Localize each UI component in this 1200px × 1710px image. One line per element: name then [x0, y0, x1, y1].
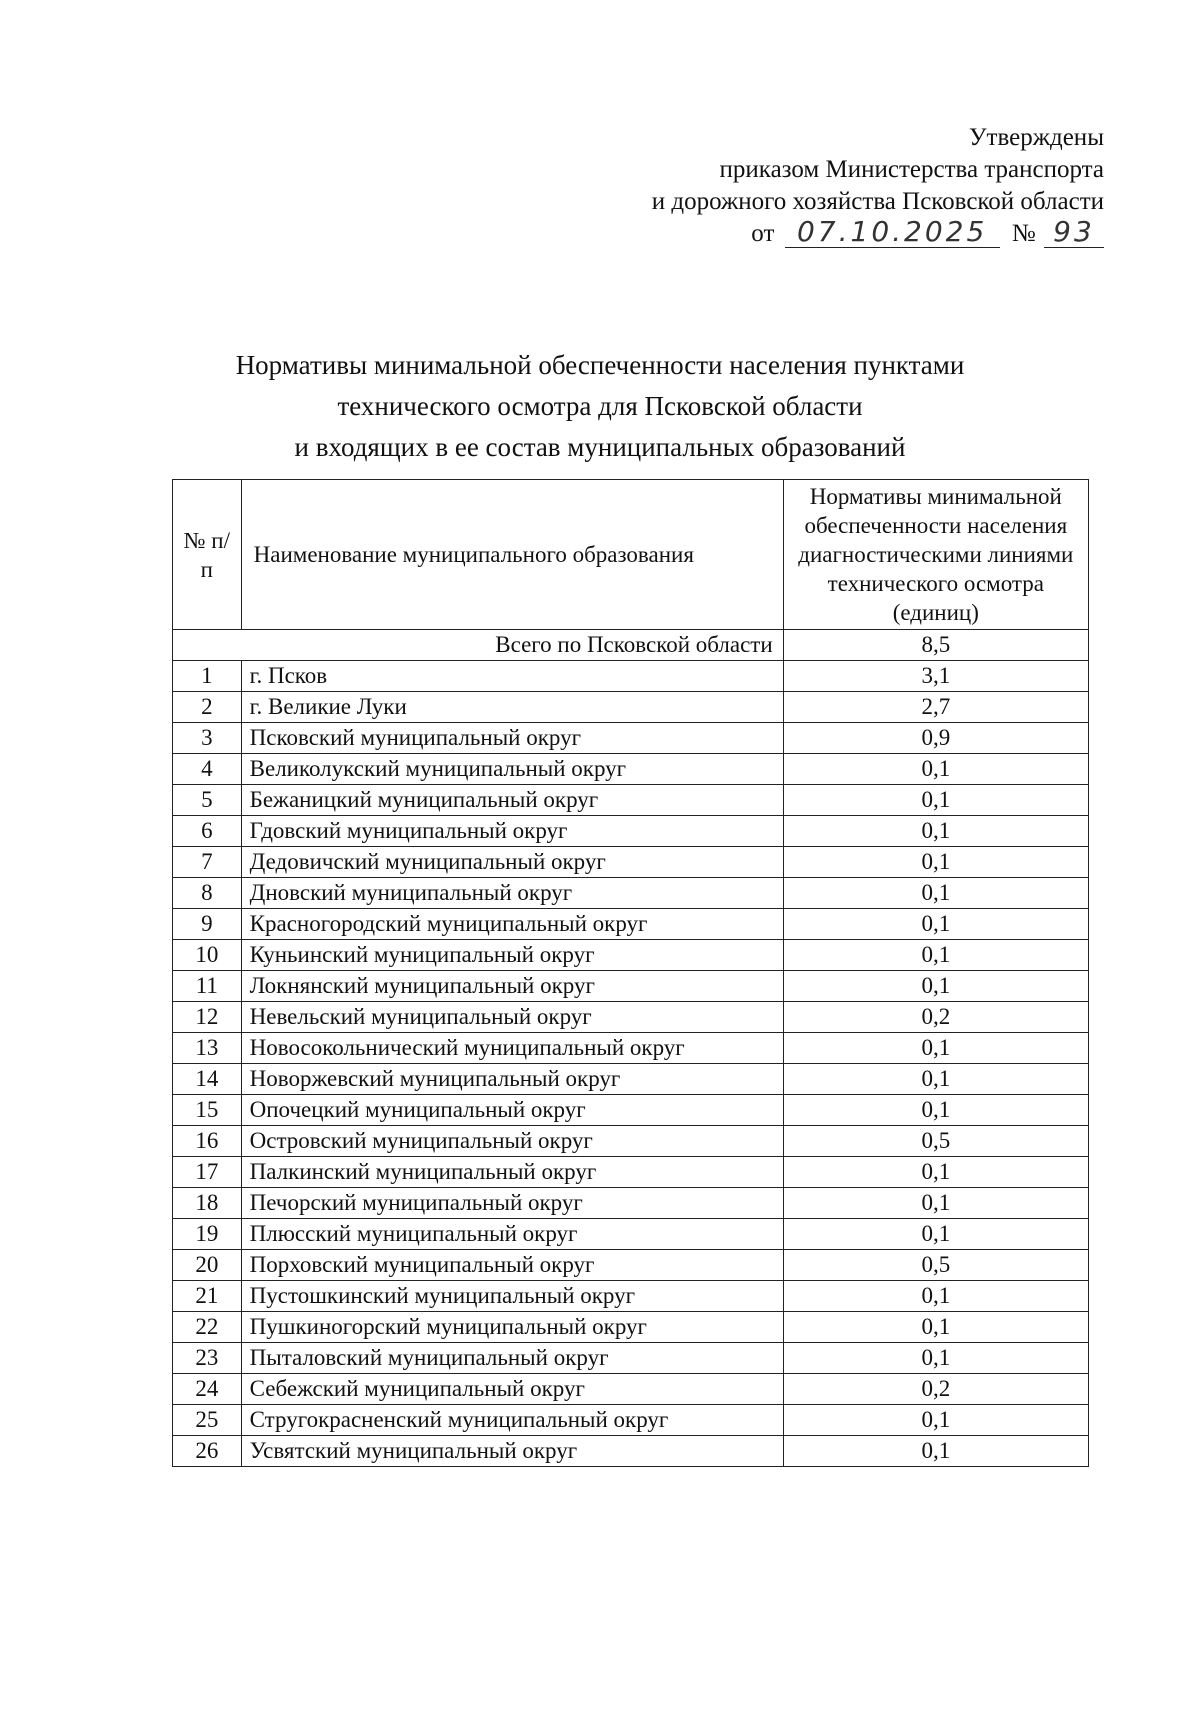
total-row	[173, 630, 1089, 661]
row-number: 21	[173, 1281, 242, 1312]
row-municipality-name: г. Великие Луки	[241, 692, 783, 723]
handwritten-number: 93	[1044, 218, 1104, 248]
table-row	[173, 909, 1089, 940]
row-municipality-name: Печорский муниципальный округ	[241, 1188, 783, 1219]
row-number: 25	[173, 1405, 242, 1436]
approval-block	[652, 122, 1104, 250]
table-row	[173, 661, 1089, 692]
table-row	[173, 1157, 1089, 1188]
row-norm-value: 3,1	[783, 661, 1088, 692]
row-norm-value: 0,1	[783, 1095, 1088, 1126]
row-norm-value: 0,9	[783, 723, 1088, 754]
table-row	[173, 816, 1089, 847]
row-municipality-name: Пыталовский муниципальный округ	[241, 1343, 783, 1374]
row-number: 19	[173, 1219, 242, 1250]
title-line-1: Нормативы минимальной обеспеченности населения пунктами	[235, 350, 965, 380]
table-row	[173, 1436, 1089, 1467]
table-row	[173, 1188, 1089, 1219]
title-line-3: и входящих в ее состав муниципальных образований	[294, 432, 906, 462]
row-municipality-name: Усвятский муниципальный округ	[241, 1436, 783, 1467]
row-norm-value: 0,1	[783, 1033, 1088, 1064]
row-norm-value: 0,1	[783, 909, 1088, 940]
row-number: 4	[173, 754, 242, 785]
row-municipality-name: Пушкиногорский муниципальный округ	[241, 1312, 783, 1343]
title-line-2: технического осмотра для Псковской области	[337, 391, 863, 421]
table-row	[173, 1033, 1089, 1064]
row-norm-value: 0,1	[783, 940, 1088, 971]
table-row	[173, 878, 1089, 909]
row-number: 15	[173, 1095, 242, 1126]
table-header-row	[173, 480, 1089, 630]
row-norm-value: 0,1	[783, 1436, 1088, 1467]
table-body	[173, 630, 1089, 1467]
table-row	[173, 1219, 1089, 1250]
table-row	[173, 1405, 1089, 1436]
document-title	[0, 345, 1200, 468]
table-row	[173, 1374, 1089, 1405]
row-number: 18	[173, 1188, 242, 1219]
row-norm-value: 0,5	[783, 1250, 1088, 1281]
number-prefix: №	[1011, 220, 1036, 247]
table-row	[173, 1002, 1089, 1033]
header-value: Нормативы минимальной обеспеченности населения диагностическими линиями технического осмотра (единиц)	[783, 480, 1088, 630]
row-number: 24	[173, 1374, 242, 1405]
row-number: 23	[173, 1343, 242, 1374]
row-municipality-name: Новосокольнический муниципальный округ	[241, 1033, 783, 1064]
row-number: 9	[173, 909, 242, 940]
row-municipality-name: г. Псков	[241, 661, 783, 692]
row-norm-value: 0,1	[783, 847, 1088, 878]
table-row	[173, 847, 1089, 878]
row-municipality-name: Куньинский муниципальный округ	[241, 940, 783, 971]
row-norm-value: 0,1	[783, 754, 1088, 785]
row-number: 1	[173, 661, 242, 692]
table-row	[173, 1064, 1089, 1095]
row-municipality-name: Порховский муниципальный округ	[241, 1250, 783, 1281]
table-row	[173, 971, 1089, 1002]
table-row	[173, 1281, 1089, 1312]
row-norm-value: 0,1	[783, 1281, 1088, 1312]
row-municipality-name: Бежаницкий муниципальный округ	[241, 785, 783, 816]
header-num: № п/п	[173, 480, 242, 630]
row-municipality-name: Плюсский муниципальный округ	[241, 1219, 783, 1250]
row-norm-value: 0,1	[783, 971, 1088, 1002]
header-name: Наименование муниципального образования	[241, 480, 783, 630]
row-number: 10	[173, 940, 242, 971]
table-row	[173, 754, 1089, 785]
row-number: 17	[173, 1157, 242, 1188]
row-municipality-name: Красногородский муниципальный округ	[241, 909, 783, 940]
row-municipality-name: Локнянский муниципальный округ	[241, 971, 783, 1002]
row-number: 3	[173, 723, 242, 754]
total-value: 8,5	[783, 630, 1088, 661]
row-number: 8	[173, 878, 242, 909]
row-municipality-name: Новоржевский муниципальный округ	[241, 1064, 783, 1095]
row-norm-value: 0,1	[783, 1188, 1088, 1219]
row-municipality-name: Дновский муниципальный округ	[241, 878, 783, 909]
row-municipality-name: Дедовичский муниципальный округ	[241, 847, 783, 878]
total-label: Всего по Псковской области	[173, 630, 784, 661]
row-norm-value: 2,7	[783, 692, 1088, 723]
row-norm-value: 0,1	[783, 1405, 1088, 1436]
table-row	[173, 1095, 1089, 1126]
table-row	[173, 785, 1089, 816]
table-row	[173, 940, 1089, 971]
approval-line-2: приказом Министерства транспорта	[719, 156, 1104, 183]
row-norm-value: 0,1	[783, 878, 1088, 909]
row-number: 6	[173, 816, 242, 847]
row-norm-value: 0,2	[783, 1374, 1088, 1405]
approval-date-line	[652, 215, 1104, 250]
row-number: 11	[173, 971, 242, 1002]
table-row	[173, 1343, 1089, 1374]
table-row	[173, 723, 1089, 754]
row-municipality-name: Невельский муниципальный округ	[241, 1002, 783, 1033]
row-number: 14	[173, 1064, 242, 1095]
row-municipality-name: Пустошкинский муниципальный округ	[241, 1281, 783, 1312]
table-row	[173, 1126, 1089, 1157]
row-norm-value: 0,1	[783, 1157, 1088, 1188]
row-norm-value: 0,2	[783, 1002, 1088, 1033]
table-row	[173, 692, 1089, 723]
row-number: 2	[173, 692, 242, 723]
row-norm-value: 0,5	[783, 1126, 1088, 1157]
approval-line-3: и дорожного хозяйства Псковской области	[651, 188, 1104, 215]
row-municipality-name: Стругокрасненский муниципальный округ	[241, 1405, 783, 1436]
row-norm-value: 0,1	[783, 816, 1088, 847]
row-number: 13	[173, 1033, 242, 1064]
row-number: 22	[173, 1312, 242, 1343]
row-number: 20	[173, 1250, 242, 1281]
row-municipality-name: Опочецкий муниципальный округ	[241, 1095, 783, 1126]
handwritten-date: 07.10.2025	[785, 218, 1000, 248]
row-municipality-name: Себежский муниципальный округ	[241, 1374, 783, 1405]
row-municipality-name: Островский муниципальный округ	[241, 1126, 783, 1157]
row-norm-value: 0,1	[783, 1064, 1088, 1095]
row-norm-value: 0,1	[783, 1312, 1088, 1343]
table-row	[173, 1312, 1089, 1343]
approval-line-1: Утверждены	[968, 124, 1104, 151]
row-number: 7	[173, 847, 242, 878]
row-municipality-name: Палкинский муниципальный округ	[241, 1157, 783, 1188]
row-number: 26	[173, 1436, 242, 1467]
norms-table	[172, 479, 1089, 1467]
row-municipality-name: Гдовский муниципальный округ	[241, 816, 783, 847]
table-row	[173, 1250, 1089, 1281]
row-norm-value: 0,1	[783, 1343, 1088, 1374]
row-number: 16	[173, 1126, 242, 1157]
row-number: 5	[173, 785, 242, 816]
row-norm-value: 0,1	[783, 1219, 1088, 1250]
row-municipality-name: Великолукский муниципальный округ	[241, 754, 783, 785]
date-prefix: от	[751, 220, 775, 247]
row-norm-value: 0,1	[783, 785, 1088, 816]
row-number: 12	[173, 1002, 242, 1033]
row-municipality-name: Псковский муниципальный округ	[241, 723, 783, 754]
